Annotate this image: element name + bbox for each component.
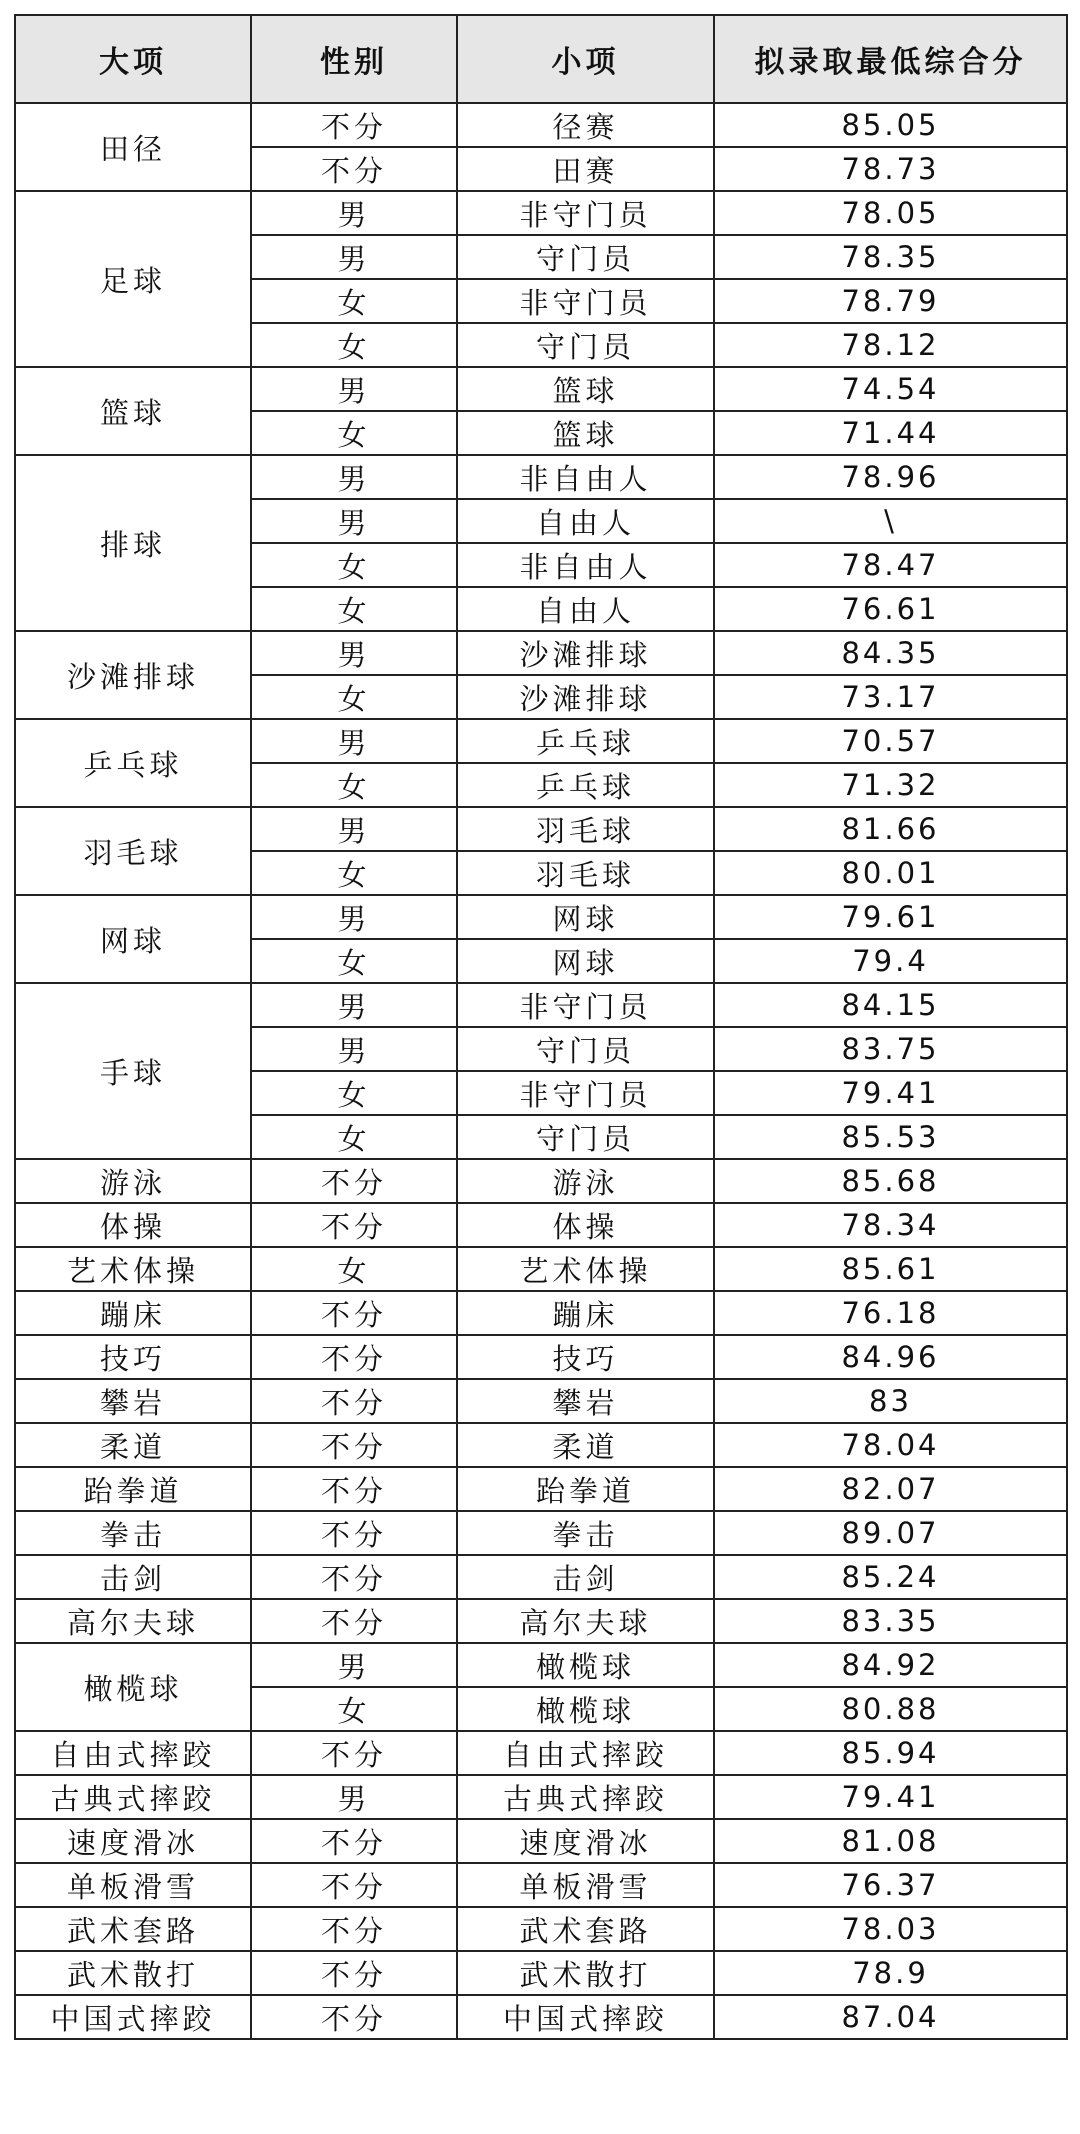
gender-cell: 男: [251, 191, 457, 235]
event-cell: 沙滩排球: [457, 675, 714, 719]
score-cell: 71.44: [714, 411, 1067, 455]
table-row: [15, 983, 1067, 1027]
gender-cell: 不分: [251, 1819, 457, 1863]
score-cell: 78.34: [714, 1203, 1067, 1247]
category-cell: 古典式摔跤: [15, 1775, 251, 1819]
category-cell: 手球: [15, 983, 251, 1159]
score-cell: 79.41: [714, 1071, 1067, 1115]
gender-cell: 男: [251, 895, 457, 939]
score-cell: 74.54: [714, 367, 1067, 411]
score-cell: 78.12: [714, 323, 1067, 367]
table-row: [15, 455, 1067, 499]
category-cell: 篮球: [15, 367, 251, 455]
gender-cell: 不分: [251, 147, 457, 191]
score-cell: 76.37: [714, 1863, 1067, 1907]
table-row: [15, 895, 1067, 939]
category-cell: 蹦床: [15, 1291, 251, 1335]
gender-cell: 女: [251, 323, 457, 367]
table-row: [15, 1555, 1067, 1599]
table-row: [15, 103, 1067, 147]
table-row: [15, 1203, 1067, 1247]
gender-cell: 女: [251, 1071, 457, 1115]
score-cell: \: [714, 499, 1067, 543]
event-cell: 击剑: [457, 1555, 714, 1599]
event-cell: 沙滩排球: [457, 631, 714, 675]
header-min-score: 拟录取最低综合分: [714, 15, 1067, 103]
table-row: [15, 1643, 1067, 1687]
table-body: [15, 103, 1067, 2039]
table-row: [15, 1423, 1067, 1467]
event-cell: 武术散打: [457, 1951, 714, 1995]
category-cell: 足球: [15, 191, 251, 367]
category-cell: 中国式摔跤: [15, 1995, 251, 2039]
category-cell: 体操: [15, 1203, 251, 1247]
event-cell: 单板滑雪: [457, 1863, 714, 1907]
table-row: [15, 631, 1067, 675]
category-cell: 击剑: [15, 1555, 251, 1599]
score-cell: 85.05: [714, 103, 1067, 147]
score-cell: 79.41: [714, 1775, 1067, 1819]
table-row: [15, 1951, 1067, 1995]
category-cell: 排球: [15, 455, 251, 631]
score-cell: 85.53: [714, 1115, 1067, 1159]
table-row: [15, 1819, 1067, 1863]
event-cell: 非守门员: [457, 1071, 714, 1115]
score-cell: 81.66: [714, 807, 1067, 851]
category-cell: 武术散打: [15, 1951, 251, 1995]
category-cell: 单板滑雪: [15, 1863, 251, 1907]
category-cell: 艺术体操: [15, 1247, 251, 1291]
category-cell: 自由式摔跤: [15, 1731, 251, 1775]
table-row: [15, 367, 1067, 411]
header-category: 大项: [15, 15, 251, 103]
table-row: [15, 1247, 1067, 1291]
gender-cell: 男: [251, 367, 457, 411]
category-cell: 田径: [15, 103, 251, 191]
gender-cell: 不分: [251, 1467, 457, 1511]
document-page: [14, 14, 1066, 2040]
score-cell: 85.68: [714, 1159, 1067, 1203]
category-cell: 羽毛球: [15, 807, 251, 895]
event-cell: 橄榄球: [457, 1687, 714, 1731]
gender-cell: 不分: [251, 1995, 457, 2039]
table-row: [15, 1863, 1067, 1907]
table-row: [15, 191, 1067, 235]
table-row: [15, 1511, 1067, 1555]
score-cell: 78.96: [714, 455, 1067, 499]
gender-cell: 女: [251, 1687, 457, 1731]
score-cell: 89.07: [714, 1511, 1067, 1555]
event-cell: 守门员: [457, 1027, 714, 1071]
event-cell: 自由人: [457, 587, 714, 631]
table-row: [15, 1467, 1067, 1511]
gender-cell: 不分: [251, 1379, 457, 1423]
gender-cell: 女: [251, 543, 457, 587]
event-cell: 篮球: [457, 411, 714, 455]
table-row: [15, 1775, 1067, 1819]
table-row: [15, 719, 1067, 763]
category-cell: 游泳: [15, 1159, 251, 1203]
score-cell: 70.57: [714, 719, 1067, 763]
event-cell: 非自由人: [457, 455, 714, 499]
table-row: [15, 1599, 1067, 1643]
event-cell: 守门员: [457, 323, 714, 367]
gender-cell: 男: [251, 1775, 457, 1819]
category-cell: 跆拳道: [15, 1467, 251, 1511]
event-cell: 羽毛球: [457, 851, 714, 895]
category-cell: 橄榄球: [15, 1643, 251, 1731]
gender-cell: 男: [251, 499, 457, 543]
gender-cell: 男: [251, 719, 457, 763]
event-cell: 技巧: [457, 1335, 714, 1379]
table-row: [15, 807, 1067, 851]
admission-score-table: [14, 14, 1068, 2040]
gender-cell: 不分: [251, 1863, 457, 1907]
category-cell: 高尔夫球: [15, 1599, 251, 1643]
score-cell: 80.01: [714, 851, 1067, 895]
event-cell: 非自由人: [457, 543, 714, 587]
score-cell: 81.08: [714, 1819, 1067, 1863]
gender-cell: 女: [251, 939, 457, 983]
gender-cell: 不分: [251, 1203, 457, 1247]
score-cell: 83.35: [714, 1599, 1067, 1643]
category-cell: 拳击: [15, 1511, 251, 1555]
event-cell: 速度滑冰: [457, 1819, 714, 1863]
event-cell: 乒乓球: [457, 719, 714, 763]
event-cell: 非守门员: [457, 983, 714, 1027]
score-cell: 76.61: [714, 587, 1067, 631]
score-cell: 78.35: [714, 235, 1067, 279]
event-cell: 橄榄球: [457, 1643, 714, 1687]
event-cell: 守门员: [457, 1115, 714, 1159]
event-cell: 非守门员: [457, 279, 714, 323]
header-event: 小项: [457, 15, 714, 103]
category-cell: 乒乓球: [15, 719, 251, 807]
event-cell: 游泳: [457, 1159, 714, 1203]
table-row: [15, 1291, 1067, 1335]
category-cell: 技巧: [15, 1335, 251, 1379]
gender-cell: 不分: [251, 1907, 457, 1951]
score-cell: 78.04: [714, 1423, 1067, 1467]
score-cell: 84.92: [714, 1643, 1067, 1687]
score-cell: 73.17: [714, 675, 1067, 719]
event-cell: 守门员: [457, 235, 714, 279]
gender-cell: 不分: [251, 1731, 457, 1775]
gender-cell: 不分: [251, 1159, 457, 1203]
score-cell: 79.61: [714, 895, 1067, 939]
header-gender: 性别: [251, 15, 457, 103]
score-cell: 78.79: [714, 279, 1067, 323]
score-cell: 71.32: [714, 763, 1067, 807]
event-cell: 武术套路: [457, 1907, 714, 1951]
gender-cell: 不分: [251, 1335, 457, 1379]
score-cell: 85.24: [714, 1555, 1067, 1599]
gender-cell: 不分: [251, 1555, 457, 1599]
event-cell: 柔道: [457, 1423, 714, 1467]
score-cell: 82.07: [714, 1467, 1067, 1511]
score-cell: 78.05: [714, 191, 1067, 235]
event-cell: 艺术体操: [457, 1247, 714, 1291]
gender-cell: 女: [251, 411, 457, 455]
gender-cell: 不分: [251, 1423, 457, 1467]
event-cell: 蹦床: [457, 1291, 714, 1335]
event-cell: 网球: [457, 895, 714, 939]
score-cell: 84.35: [714, 631, 1067, 675]
category-cell: 武术套路: [15, 1907, 251, 1951]
gender-cell: 女: [251, 763, 457, 807]
category-cell: 网球: [15, 895, 251, 983]
event-cell: 乒乓球: [457, 763, 714, 807]
gender-cell: 不分: [251, 1511, 457, 1555]
header-row: [15, 15, 1067, 103]
score-cell: 78.03: [714, 1907, 1067, 1951]
event-cell: 非守门员: [457, 191, 714, 235]
gender-cell: 不分: [251, 1951, 457, 1995]
score-cell: 84.15: [714, 983, 1067, 1027]
event-cell: 自由人: [457, 499, 714, 543]
table-row: [15, 1995, 1067, 2039]
table-row: [15, 1159, 1067, 1203]
gender-cell: 不分: [251, 1291, 457, 1335]
event-cell: 攀岩: [457, 1379, 714, 1423]
category-cell: 速度滑冰: [15, 1819, 251, 1863]
table-row: [15, 1731, 1067, 1775]
gender-cell: 女: [251, 279, 457, 323]
event-cell: 体操: [457, 1203, 714, 1247]
gender-cell: 女: [251, 1115, 457, 1159]
score-cell: 78.9: [714, 1951, 1067, 1995]
gender-cell: 不分: [251, 1599, 457, 1643]
gender-cell: 女: [251, 675, 457, 719]
gender-cell: 男: [251, 455, 457, 499]
gender-cell: 女: [251, 1247, 457, 1291]
score-cell: 76.18: [714, 1291, 1067, 1335]
event-cell: 古典式摔跤: [457, 1775, 714, 1819]
table-row: [15, 1907, 1067, 1951]
score-cell: 78.47: [714, 543, 1067, 587]
score-cell: 83.75: [714, 1027, 1067, 1071]
gender-cell: 男: [251, 1643, 457, 1687]
event-cell: 自由式摔跤: [457, 1731, 714, 1775]
event-cell: 网球: [457, 939, 714, 983]
event-cell: 拳击: [457, 1511, 714, 1555]
score-cell: 87.04: [714, 1995, 1067, 2039]
event-cell: 高尔夫球: [457, 1599, 714, 1643]
event-cell: 中国式摔跤: [457, 1995, 714, 2039]
score-cell: 83: [714, 1379, 1067, 1423]
event-cell: 篮球: [457, 367, 714, 411]
gender-cell: 男: [251, 631, 457, 675]
event-cell: 羽毛球: [457, 807, 714, 851]
score-cell: 85.61: [714, 1247, 1067, 1291]
category-cell: 柔道: [15, 1423, 251, 1467]
gender-cell: 不分: [251, 103, 457, 147]
score-cell: 84.96: [714, 1335, 1067, 1379]
gender-cell: 男: [251, 1027, 457, 1071]
gender-cell: 女: [251, 851, 457, 895]
gender-cell: 男: [251, 235, 457, 279]
gender-cell: 男: [251, 983, 457, 1027]
category-cell: 攀岩: [15, 1379, 251, 1423]
gender-cell: 女: [251, 587, 457, 631]
score-cell: 79.4: [714, 939, 1067, 983]
category-cell: 沙滩排球: [15, 631, 251, 719]
event-cell: 田赛: [457, 147, 714, 191]
score-cell: 85.94: [714, 1731, 1067, 1775]
score-cell: 78.73: [714, 147, 1067, 191]
gender-cell: 男: [251, 807, 457, 851]
table-row: [15, 1379, 1067, 1423]
event-cell: 跆拳道: [457, 1467, 714, 1511]
score-cell: 80.88: [714, 1687, 1067, 1731]
table-row: [15, 1335, 1067, 1379]
event-cell: 径赛: [457, 103, 714, 147]
